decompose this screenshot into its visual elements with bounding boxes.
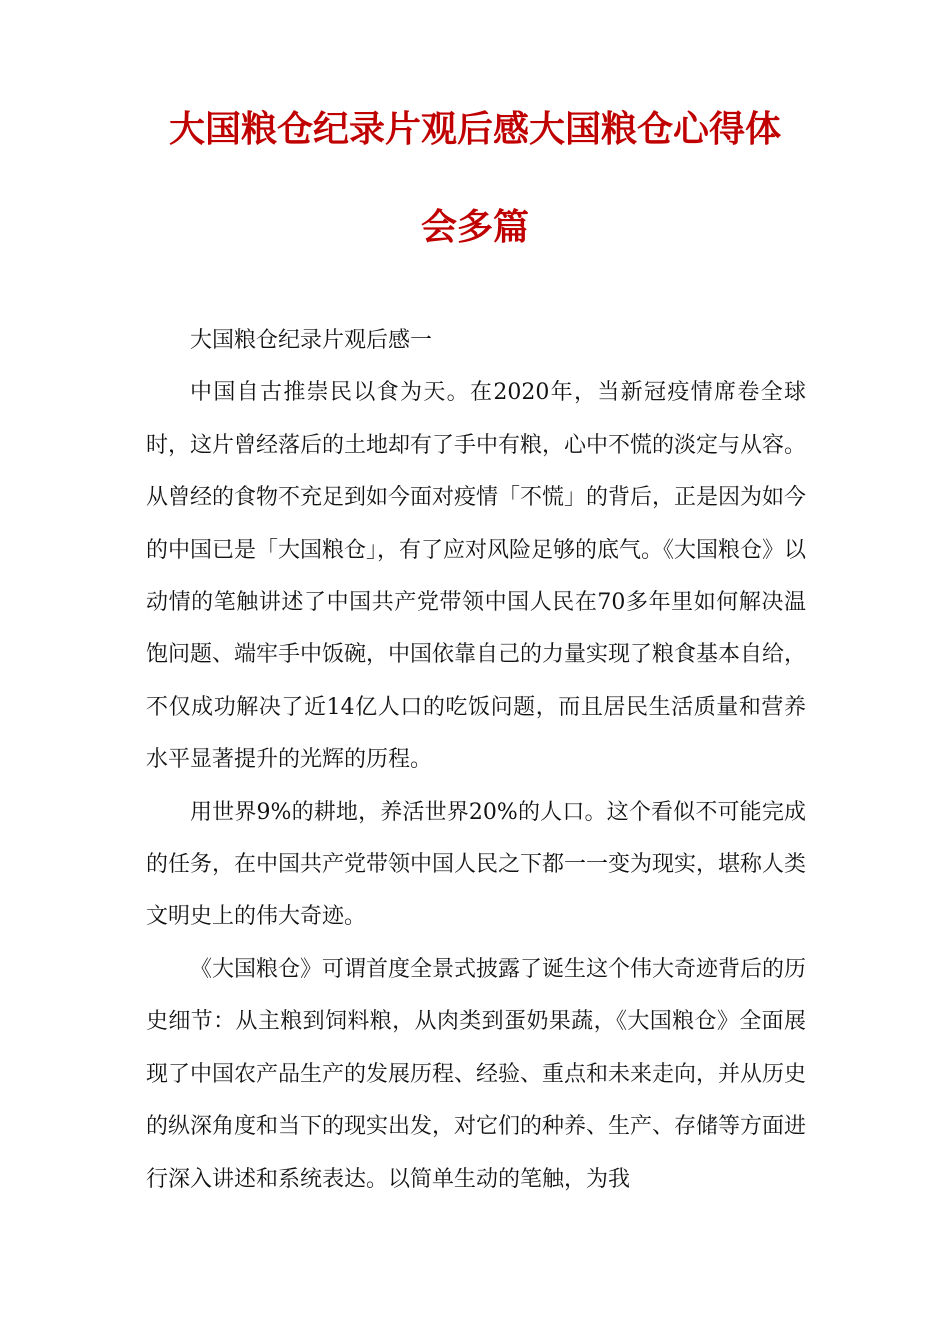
document-title-line-1: 大国粮仓纪录片观后感大国粮仓心得体 bbox=[168, 109, 781, 150]
document-body bbox=[146, 315, 806, 1206]
document-title-line-2: 会多篇 bbox=[420, 207, 529, 248]
body-paragraph: 用世界9%的耕地，养活世界20%的人口。这个看似不可能完成的任务，在中国共产党带领中国人民之下都一一变为现实，堪称人类文明史上的伟大奇迹。 bbox=[146, 799, 807, 930]
body-paragraph: 《大国粮仓》可谓首度全景式披露了诞生这个伟大奇迹背后的历史细节：从主粮到饲料粮，从肉类到蛋奶果蔬，《大国粮仓》全面展现了中国农产品生产的发展历程、经验、重点和未来走向，并从历史的纵深角度和当下的现实出发，对它们的种养、生产、存储等方面进行深入讲述和系统表达。以简单生动的笔触，为我 bbox=[146, 956, 807, 1192]
body-paragraph: 中国自古推崇民以食为天。在2020年，当新冠疫情席卷全球时，这片曾经落后的土地却有了手中有粮，心中不慌的淡定与从容。从曾经的食物不充足到如今面对疫情「不慌」的背后，正是因为如今的中国已是「大国粮仓」，有了应对风险足够的底气。《大国粮仓》以动情的笔触讲述了中国共产党带领中国人民在70多年里如何解决温饱问题、端牢手中饭碗，中国依靠自己的力量实现了粮食基本自给，不仅成功解决了近14亿人口的吃饭问题，而且居民生活质量和营养水平显著提升的光辉的历程。 bbox=[146, 380, 807, 773]
section-heading: 大国粮仓纪录片观后感一 bbox=[190, 328, 433, 353]
